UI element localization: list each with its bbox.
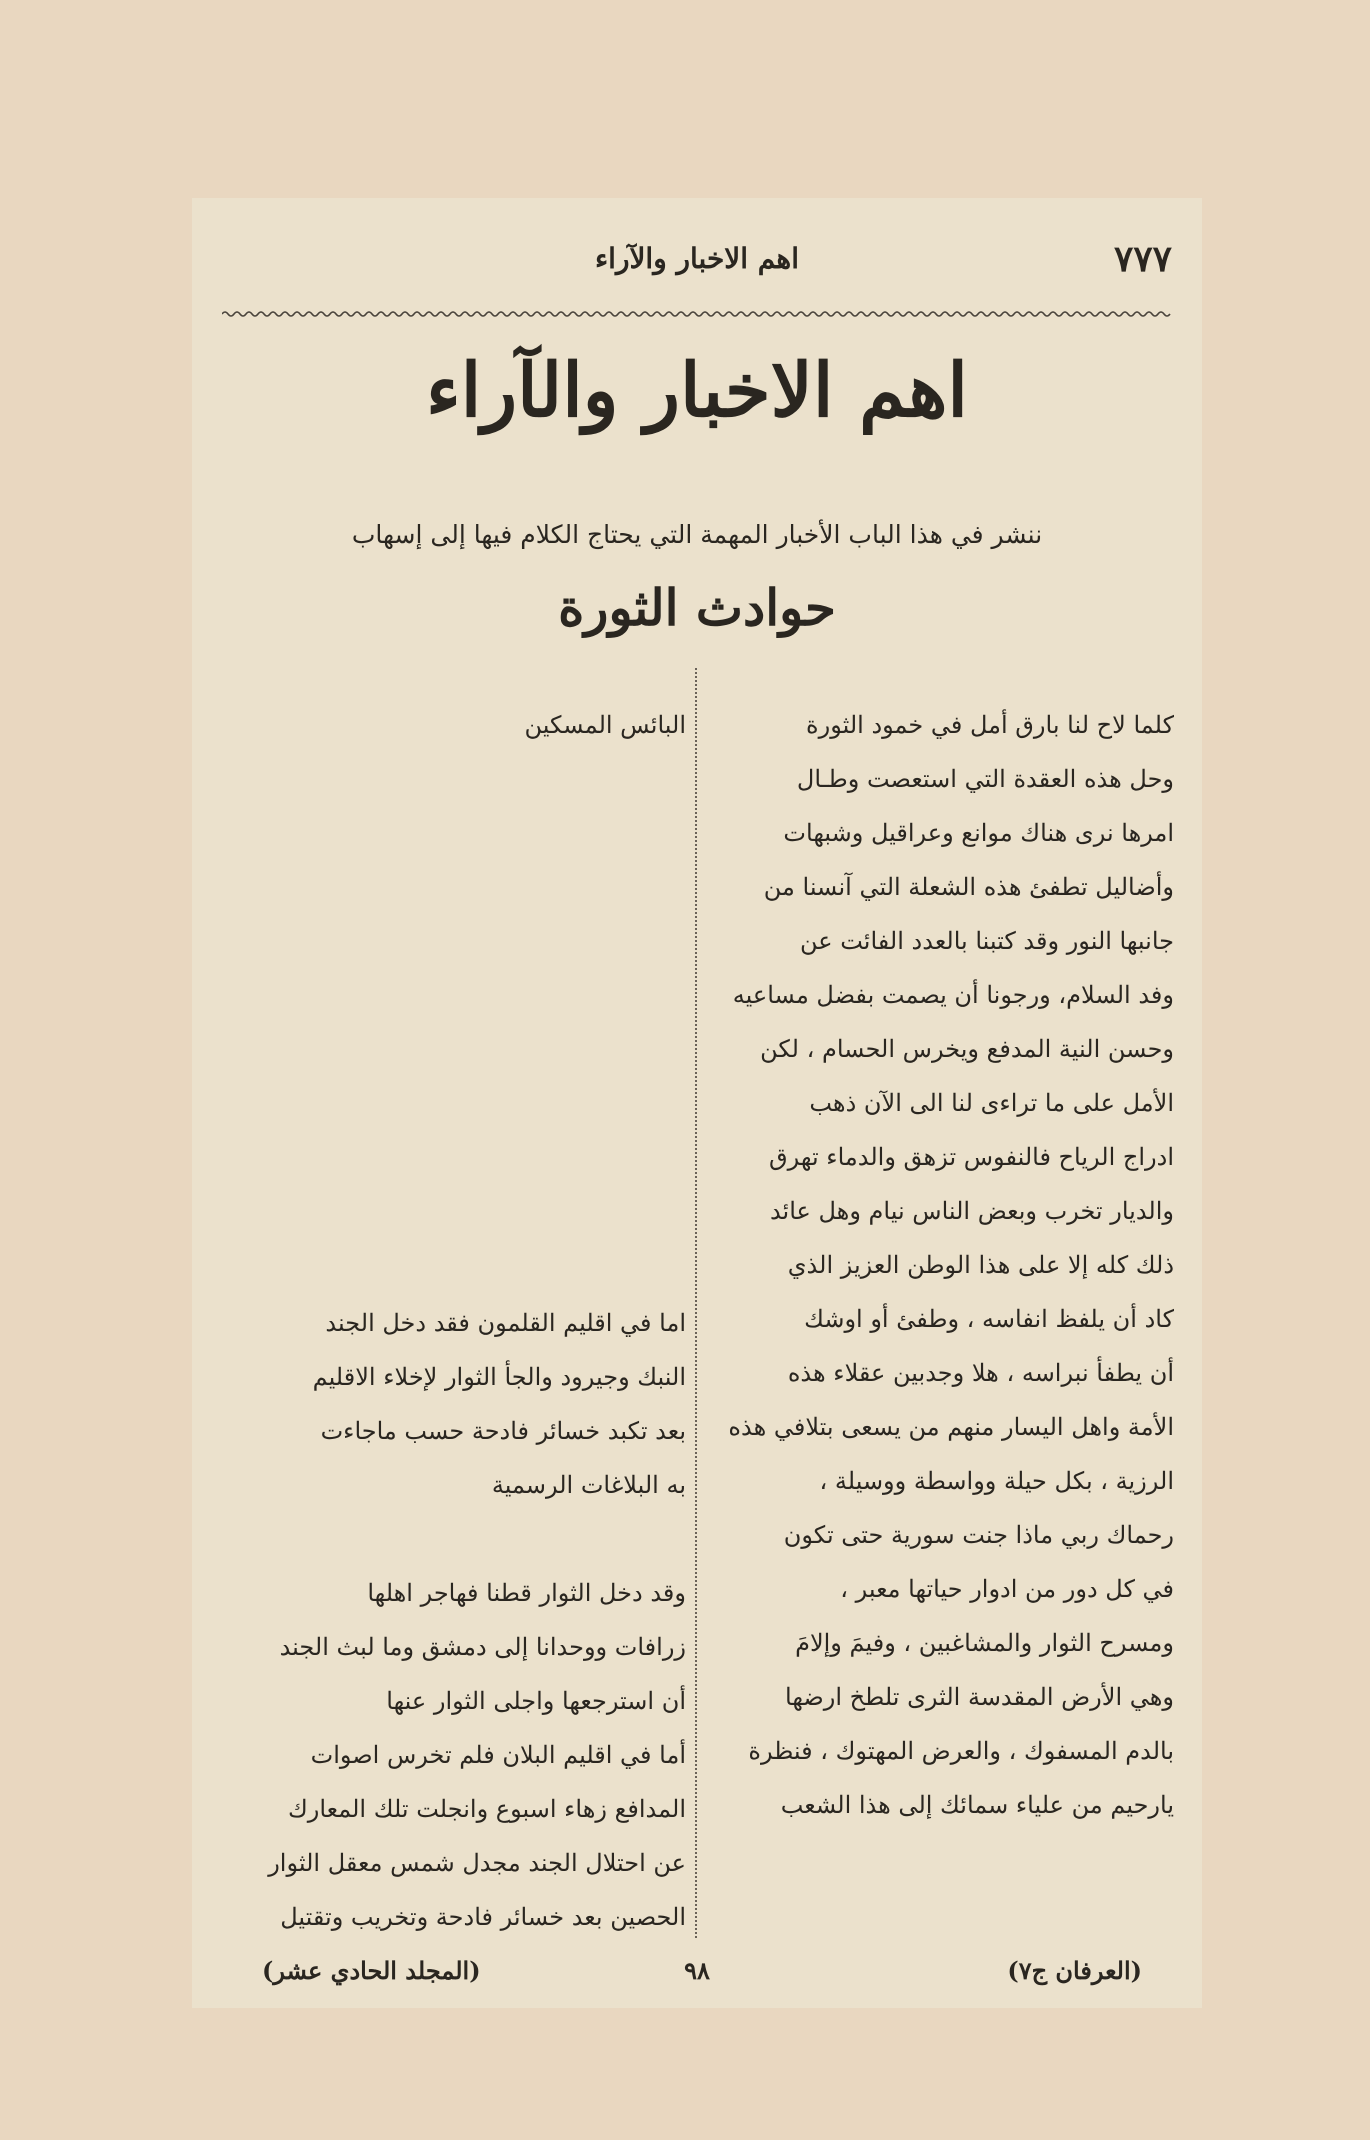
text-line: بالدم المسفوك ، والعرض المهتوك ، فنظرة (748, 1737, 1174, 1765)
text-line: رحماك ربي ماذا جنت سورية حتى تكون (783, 1521, 1174, 1549)
column-gap (220, 752, 686, 1296)
text-line: النبك وجيرود والجأ الثوار لإخلاء الاقليم (312, 1363, 686, 1391)
running-title: اهم الاخبار والآراء (595, 242, 799, 275)
footer-page-number: ٩٨ (684, 1956, 710, 1985)
text-line: عن احتلال الجند مجدل شمس معقل الثوار (268, 1849, 686, 1877)
section-title: اهم الاخبار والآراء (426, 348, 968, 434)
text-line: وأضاليل تطفئ هذه الشعلة التي آنسنا من (763, 873, 1174, 901)
column-divider (695, 668, 697, 1938)
text-line: وحل هذه العقدة التي استعصت وطـال (796, 765, 1174, 793)
text-line: زرافات ووحدانا إلى دمشق وما لبث الجند (279, 1633, 686, 1661)
text-line: ادراج الرياح فالنفوس تزهق والدماء تهرق (769, 1143, 1174, 1171)
section-intro: ننشر في هذا الباب الأخبار المهمة التي يحتاج الكلام فيها إلى إسهاب (351, 520, 1043, 549)
wavy-rule (222, 310, 1172, 318)
text-line: في كل دور من ادوار حياتها معبر ، (840, 1575, 1174, 1603)
text-line: كلما لاح لنا بارق أمل في خمود الثورة (806, 711, 1174, 739)
text-line: به البلاغات الرسمية (491, 1471, 686, 1499)
text-line: وحسن النية المدفع ويخرس الحسام ، لكن (760, 1035, 1174, 1063)
page-footer (222, 1956, 1172, 1996)
text-line: الحصين بعد خسائر فادحة وتخريب وتقتيل (280, 1903, 686, 1931)
document-page (192, 198, 1202, 2008)
page-number: ٧٧٧ (1113, 238, 1172, 280)
text-line: جانبها النور وقد كتبنا بالعدد الفائت عن (800, 927, 1174, 955)
text-line: الرزية ، بكل حيلة وواسطة ووسيلة ، (819, 1467, 1174, 1495)
text-line: الأمة واهل اليسار منهم من يسعى بتلافي هذه (728, 1413, 1174, 1441)
text-line: ذلك كله إلا على هذا الوطن العزيز الذي (787, 1251, 1174, 1279)
text-line: اما في اقليم القلمون فقد دخل الجند (325, 1309, 686, 1337)
footer-journal: (العرفان ج٧) (1007, 1956, 1142, 1985)
text-line: وقد دخل الثوار قطنا فهاجر اهلها (367, 1579, 686, 1607)
footer-volume: (المجلد الحادي عشر) (262, 1956, 481, 1985)
text-line: بعد تكبد خسائر فادحة حسب ماجاءت (320, 1417, 686, 1445)
text-line: وفد السلام، ورجونا أن يصمت بفضل مساعيه (732, 981, 1174, 1009)
article-title: حوادث الثورة (558, 578, 836, 637)
right-column (708, 698, 1174, 1832)
text-line: الأمل على ما تراءى لنا الى الآن ذهب (809, 1089, 1174, 1117)
text-line: امرها نرى هناك موانع وعراقيل وشبهات (783, 819, 1174, 847)
text-line: المدافع زهاء اسبوع وانجلت تلك المعارك (287, 1795, 686, 1823)
text-line: كاد أن يلفظ انفاسه ، وطفئ أو اوشك (804, 1305, 1174, 1333)
text-line: والديار تخرب وبعض الناس نيام وهل عائد (769, 1197, 1174, 1225)
running-head (222, 238, 1172, 288)
text-line: أن استرجعها واجلى الثوار عنها (386, 1687, 686, 1715)
text-line: ومسرح الثوار والمشاغبين ، وفيمَ وإلامَ (795, 1629, 1174, 1657)
text-line: أن يطفأ نبراسه ، هلا وجدبين عقلاء هذه (787, 1359, 1174, 1387)
text-line: أما في اقليم البلان فلم تخرس اصوات (310, 1741, 686, 1769)
text-line: يارحيم من علياء سمائك إلى هذا الشعب (780, 1791, 1174, 1819)
text-line: البائس المسكين (524, 711, 686, 739)
column-gap (220, 1512, 686, 1566)
left-column (220, 698, 686, 1944)
text-line: وهي الأرض المقدسة الثرى تلطخ ارضها (785, 1683, 1174, 1711)
